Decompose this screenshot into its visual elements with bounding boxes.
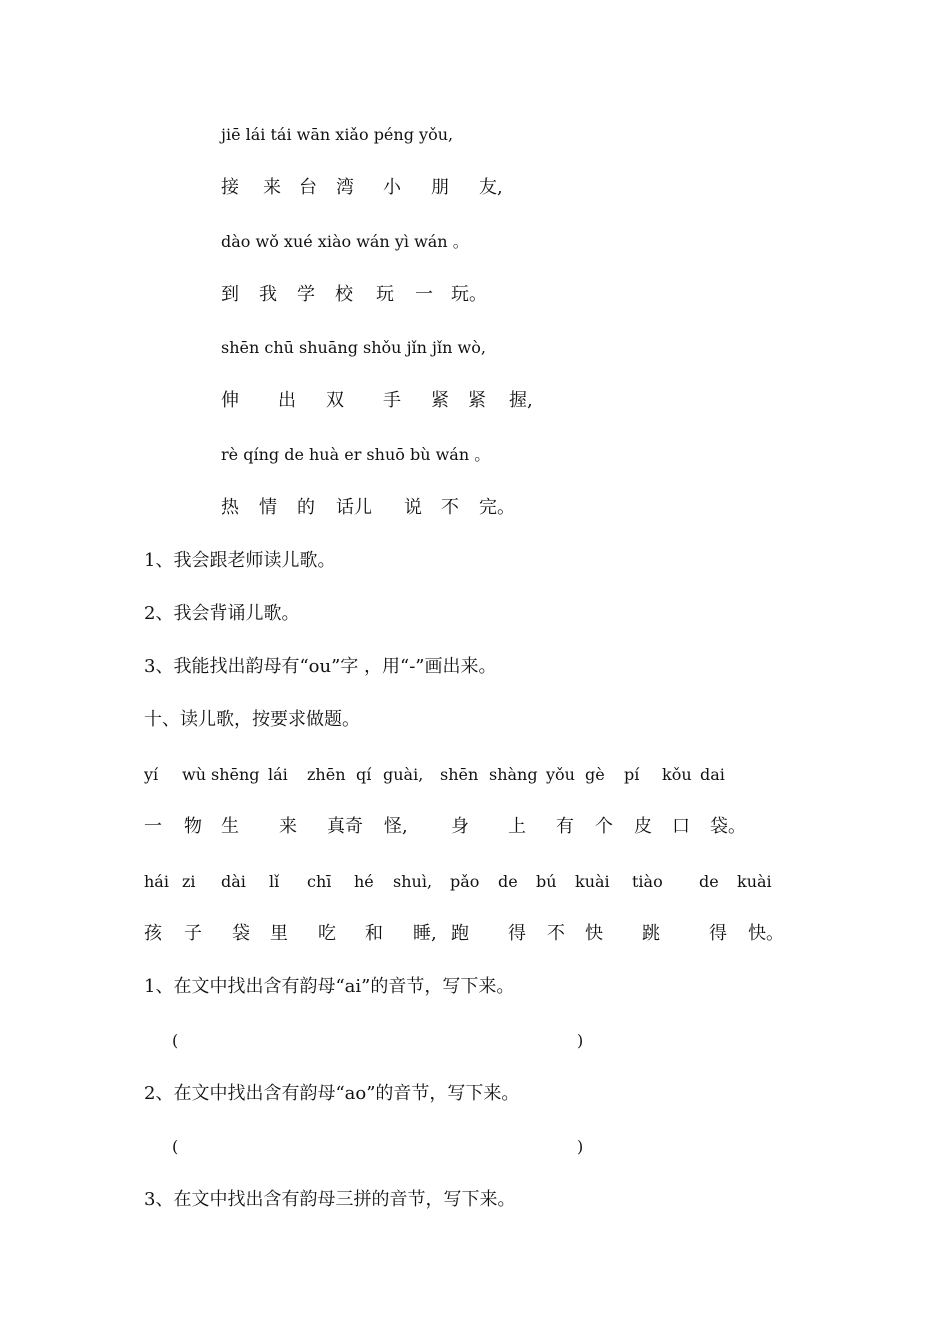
hanzi: 上	[508, 816, 526, 837]
hanzi: 到	[221, 284, 239, 305]
hanzi: 袋。	[710, 816, 746, 837]
hanzi: 完。	[479, 497, 515, 518]
syllable: pǎo	[450, 872, 480, 891]
syllable: kuài	[575, 872, 610, 891]
poem-pinyin-line-2: dào wǒ xué xiào wán yì wán 。	[221, 232, 469, 251]
poem-hanzi-line-1	[221, 177, 521, 199]
syllable: shuì,	[393, 872, 433, 891]
hanzi: 一	[415, 284, 433, 305]
hanzi: 握,	[509, 390, 533, 411]
hanzi: 有	[556, 816, 574, 837]
syllable: hé	[354, 872, 374, 891]
rhyme-hanzi-row-2	[144, 923, 804, 945]
hanzi: 学	[297, 284, 315, 305]
hanzi: 紧	[431, 390, 449, 411]
syllable: hái	[144, 872, 169, 891]
hanzi: 子	[184, 923, 202, 944]
question-3: 3、在文中找出含有韵母三拼的音节，写下来。	[144, 1189, 516, 1210]
syllable: gè	[585, 765, 605, 784]
syllable: shàng	[489, 765, 538, 784]
syllable: qí	[356, 765, 372, 784]
hanzi: 孩	[144, 923, 162, 944]
task-item: 3、我能找出韵母有“ou”字 ，用“-”画出来。	[144, 656, 497, 677]
hanzi: 身	[451, 816, 469, 837]
syllable: bú	[536, 872, 557, 891]
syllable: tiào	[632, 872, 663, 891]
hanzi: 话儿	[336, 497, 372, 518]
hanzi: 和	[365, 923, 383, 944]
poem-hanzi-line-3	[221, 390, 541, 412]
hanzi: 物	[184, 816, 202, 837]
syllable: yǒu	[546, 765, 575, 784]
hanzi: 快。	[748, 923, 784, 944]
hanzi: 得	[508, 923, 526, 944]
hanzi: 里	[270, 923, 288, 944]
poem-hanzi-line-4	[221, 497, 521, 519]
answer-open-paren: (	[172, 1137, 179, 1156]
syllable: yí	[144, 765, 159, 784]
question-2: 2、在文中找出含有韵母“ao”的音节，写下来。	[144, 1083, 520, 1104]
hanzi: 玩。	[451, 284, 487, 305]
hanzi: 说	[404, 497, 422, 518]
hanzi: 校	[335, 284, 353, 305]
hanzi: 湾	[336, 177, 354, 198]
section-title: 十、读儿歌，按要求做题。	[144, 709, 360, 730]
hanzi: 皮	[634, 816, 652, 837]
poem-pinyin-line-3: shēn chū shuāng shǒu jǐn jǐn wò,	[221, 338, 486, 357]
hanzi: 来	[279, 816, 297, 837]
hanzi: 友,	[479, 177, 503, 198]
hanzi: 热	[221, 497, 239, 518]
syllable: shēng	[211, 765, 260, 784]
hanzi: 双	[326, 390, 344, 411]
hanzi: 袋	[232, 923, 250, 944]
syllable: zi	[182, 872, 196, 891]
task-item: 2、我会背诵儿歌。	[144, 603, 300, 624]
syllable: kuài	[737, 872, 772, 891]
syllable: wù	[182, 765, 206, 784]
hanzi: 吃	[318, 923, 336, 944]
hanzi: 怪,	[384, 816, 408, 837]
syllable: shēn	[440, 765, 479, 784]
hanzi: 的	[297, 497, 315, 518]
syllable: pí	[624, 765, 640, 784]
question-1: 1、在文中找出含有韵母“ai”的音节，写下来。	[144, 976, 515, 997]
rhyme-hanzi-row-1	[144, 816, 764, 838]
rhyme-pinyin-row-2	[144, 871, 784, 893]
hanzi: 情	[259, 497, 277, 518]
syllable: guài,	[383, 765, 424, 784]
hanzi: 小	[383, 177, 401, 198]
hanzi: 真奇	[327, 816, 363, 837]
hanzi: 个	[595, 816, 613, 837]
hanzi: 玩	[376, 284, 394, 305]
hanzi: 台	[299, 177, 317, 198]
hanzi: 睡,	[413, 923, 437, 944]
hanzi: 来	[263, 177, 281, 198]
poem-hanzi-line-2	[221, 284, 521, 306]
syllable: kǒu	[662, 765, 692, 784]
hanzi: 朋	[431, 177, 449, 198]
hanzi: 不	[547, 923, 565, 944]
syllable: de	[699, 872, 719, 891]
hanzi: 生	[221, 816, 239, 837]
hanzi: 快	[585, 923, 603, 944]
answer-close-paren: )	[577, 1137, 584, 1156]
hanzi: 口	[672, 816, 690, 837]
hanzi: 手	[383, 390, 401, 411]
hanzi: 不	[441, 497, 459, 518]
hanzi: 伸	[221, 390, 239, 411]
rhyme-pinyin-row-1	[144, 764, 764, 786]
syllable: dai	[700, 765, 725, 784]
hanzi: 得	[709, 923, 727, 944]
hanzi: 出	[278, 390, 296, 411]
syllable: lái	[268, 765, 288, 784]
syllable: lǐ	[269, 872, 280, 891]
task-item: 1、我会跟老师读儿歌。	[144, 550, 336, 571]
poem-pinyin-line-1: jiē lái tái wān xiǎo péng yǒu,	[221, 125, 454, 144]
hanzi: 接	[221, 177, 239, 198]
hanzi: 跑	[451, 923, 469, 944]
syllable: zhēn	[307, 765, 346, 784]
answer-close-paren: )	[577, 1031, 584, 1050]
syllable: de	[498, 872, 518, 891]
hanzi: 跳	[642, 923, 660, 944]
hanzi: 一	[144, 816, 162, 837]
hanzi: 我	[259, 284, 277, 305]
syllable: dài	[221, 872, 246, 891]
syllable: chī	[307, 872, 332, 891]
hanzi: 紧	[468, 390, 486, 411]
answer-open-paren: (	[172, 1031, 179, 1050]
poem-pinyin-line-4: rè qíng de huà er shuō bù wán 。	[221, 445, 491, 464]
